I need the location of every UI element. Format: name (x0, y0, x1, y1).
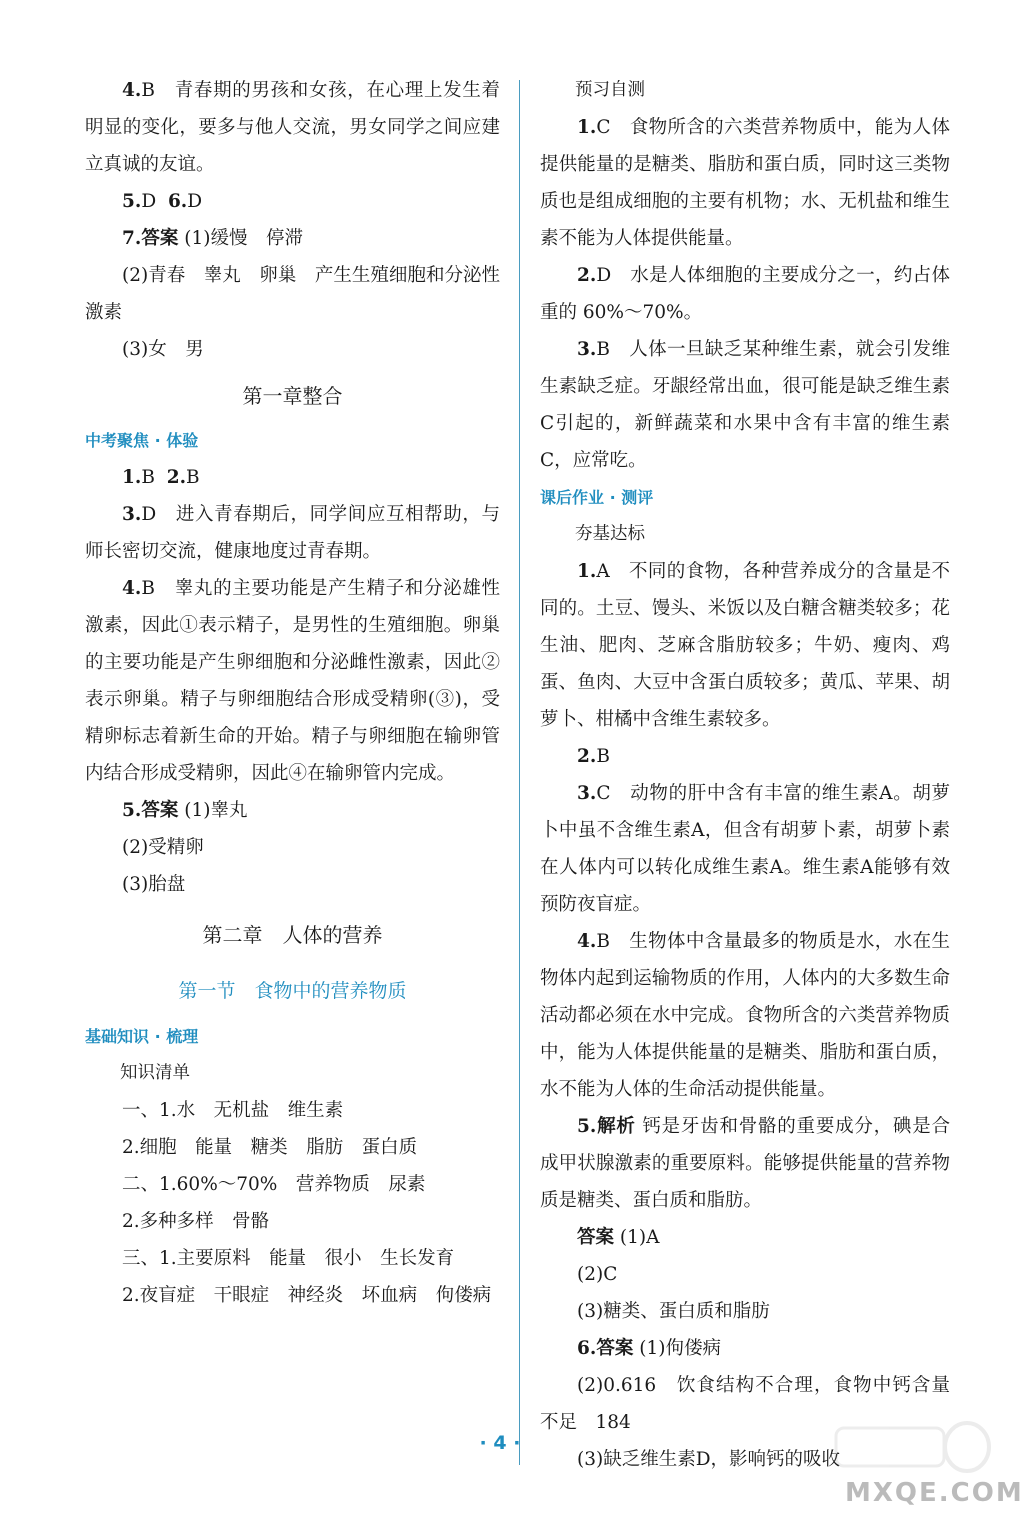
answer-item: 1.B 2.B (122, 467, 200, 488)
answer-item: 1.C 食物所含的六类营养物质中，能为人体提供能量的是糖类、脂肪和蛋白质，同时这三类物质也是组成细胞的主要有机物；水、无机盐和维生素不能为人体提供能量。 (540, 117, 950, 249)
answer-item: 2.B (577, 746, 610, 767)
answer-item: 1.A 不同的食物，各种营养成分的含量是不同的。土豆、馒头、米饭以及白糖含糖类较多；花生油、肥肉、芝麻含脂肪较多；牛奶、瘦肉、鸡蛋、鱼肉、大豆中含蛋白质较多；黄瓜、苹果、胡萝卜、柑橘中含维生素较多。 (540, 561, 950, 730)
list-item: 一、1.水 无机盐 维生素 (122, 1100, 344, 1121)
answer-line: (3)缺乏维生素D，影响钙的吸收 (577, 1449, 841, 1470)
right-column (540, 72, 950, 1478)
section-title: 第一节 食物中的营养物质 (178, 980, 407, 1002)
chapter-title: 第二章 人体的营养 (202, 923, 383, 947)
left-column (85, 72, 500, 1314)
answer-item: 5.D 6.D (122, 191, 203, 212)
answer-item: 3.D 进入青春期后，同学间应互相帮助，与师长密切交流，健康地度过青春期。 (85, 504, 500, 562)
answer-item: 3.C 动物的肝中含有丰富的维生素A。胡萝卜中虽不含维生素A，但含有胡萝卜素，胡萝卜素在人体内可以转化成维生素A。维生素A能够有效预防夜盲症。 (540, 783, 950, 915)
answer-line: (2)青春 睾丸 卵巢 产生生殖细胞和分泌性激素 (85, 265, 500, 323)
answer-line: (3)胎盘 (122, 874, 186, 895)
answer-item: 2.D 水是人体细胞的主要成分之一，约占体重的 60%～70%。 (540, 265, 950, 323)
list-item: 2.多种多样 骨骼 (122, 1211, 270, 1232)
subheading: 知识清单 (120, 1063, 190, 1083)
answer-line: (3)糖类、蛋白质和脂肪 (577, 1301, 770, 1322)
answer-item: 4.B 睾丸的主要功能是产生精子和分泌雄性激素，因此①表示精子，是男性的生殖细胞。卵巢的主要功能是产生卵细胞和分泌雌性激素，因此②表示卵巢。精子与卵细胞结合形成受精卵(③)，受精卵标志着新生命的开始。精子与卵细胞在输卵管内结合形成受精卵，因此④在输卵管内完成。 (85, 578, 500, 784)
section-label: 课后作业 · 测评 (540, 488, 654, 507)
list-item: 2.细胞 能量 糖类 脂肪 蛋白质 (122, 1137, 418, 1158)
subheading: 预习自测 (575, 80, 645, 100)
answer-line: (3)女 男 (122, 339, 204, 360)
list-item: 2.夜盲症 干眼症 神经炎 坏血病 佝偻病 (122, 1285, 492, 1306)
answer-item: 4.B 生物体中含量最多的物质是水，水在生物体内起到运输物质的作用，人体内的大多数生命活动都必须在水中完成。食物所含的六类营养物质中，能为人体提供能量的是糖类、脂肪和蛋白质，水不能为人体的生命活动提供能量。 (540, 931, 950, 1100)
answer-item: 5.答案 (1)睾丸 (122, 800, 248, 821)
list-item: 二、1.60%～70% 营养物质 尿素 (122, 1174, 426, 1195)
section-label: 中考聚焦 · 体验 (85, 431, 199, 450)
answer-item: 答案 (1)A (577, 1227, 660, 1248)
watermark-logo-icon (832, 1418, 992, 1476)
list-item: 三、1.主要原料 能量 很小 生长发育 (122, 1248, 455, 1269)
watermark-text: MXQE.COM (845, 1478, 1024, 1508)
answer-item: 6.答案 (1)佝偻病 (577, 1338, 721, 1359)
answer-item: 5.解析 钙是牙齿和骨骼的重要成分，碘是合成甲状腺激素的重要原料。能够提供能量的营养物质是糖类、蛋白质和脂肪。 (540, 1116, 950, 1211)
answer-line: (2)受精卵 (122, 837, 204, 858)
section-label: 基础知识 · 梳理 (85, 1027, 199, 1046)
page-number: · 4 · (479, 1432, 521, 1454)
answer-item: 4.B 青春期的男孩和女孩，在心理上发生着明显的变化，要多与他人交流，男女同学之间应建立真诚的友谊。 (85, 80, 500, 175)
answer-item: 3.B 人体一旦缺乏某种维生素，就会引发维生素缺乏症。牙龈经常出血，很可能是缺乏维生素C引起的，新鲜蔬菜和水果中含有丰富的维生素C，应常吃。 (540, 339, 950, 471)
answer-item: 7.答案 (1)缓慢 停滞 (122, 228, 303, 249)
column-divider (519, 80, 520, 1465)
subheading: 夯基达标 (575, 524, 645, 544)
answer-line: (2)0.616 饮食结构不合理，食物中钙含量不足 184 (540, 1375, 950, 1433)
answer-line: (2)C (577, 1264, 618, 1285)
chapter-title: 第一章整合 (242, 384, 343, 408)
